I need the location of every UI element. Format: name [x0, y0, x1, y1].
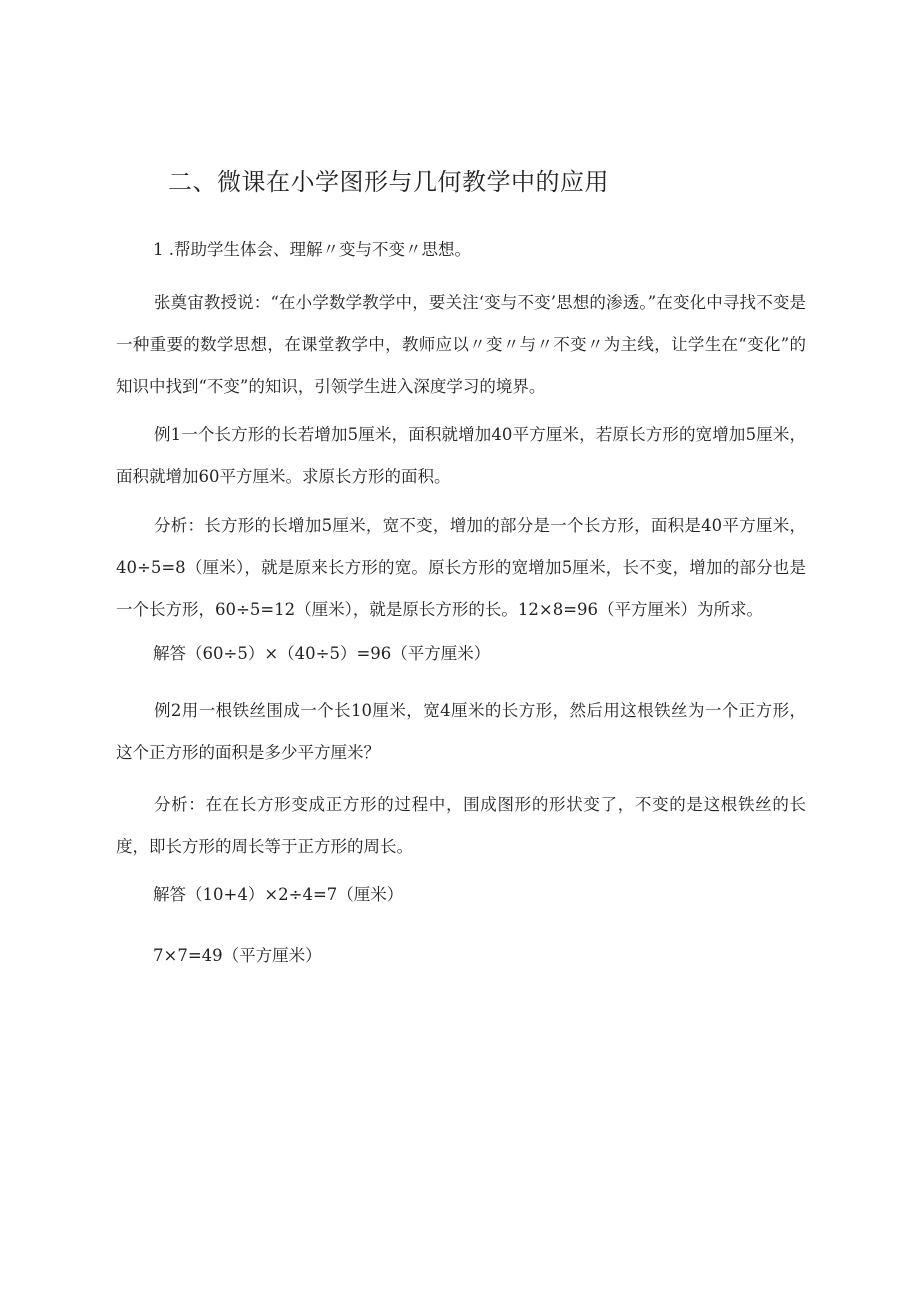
paragraph-analysis-2: 分析：在在长方形变成正方形的过程中，围成图形的形状变了，不变的是这根铁丝的长度，即长方形的周长等于正方形的周长。 [116, 795, 806, 856]
paragraph-answer-2-line-2: 7×7=49（平方厘米） [153, 946, 322, 965]
paragraph-example-1: 例1一个长方形的长若增加5厘米，面积就增加40平方厘米，若原长方形的宽增加5厘米，面积就增加60平方厘米。求原长方形的面积。 [116, 425, 806, 486]
paragraph-answer-1: 解答（60÷5）×（40÷5）=96（平方厘米） [153, 644, 491, 663]
subsection-heading: 1 .帮助学生体会、理解〃变与不变〃思想。 [153, 240, 471, 259]
paragraph-example-2: 例2用一根铁丝围成一个长10厘米，宽4厘米的长方形，然后用这根铁丝为一个正方形，这个正方形的面积是多少平方厘米？ [116, 701, 806, 762]
section-heading: 二、微课在小学图形与几何教学中的应用 [168, 168, 609, 196]
paragraph-answer-2-line-1: 解答（10+4）×2÷4=7（厘米） [153, 885, 404, 904]
paragraph-quote: 张奠宙教授说：“在小学数学教学中，要关注‘变与不变’思想的渗透。”在变化中寻找不变是一种重要的数学思想，在课堂教学中，教师应以〃变〃与〃不变〃为主线，让学生在“变化”的知识中找到“不变”的知识，引领学生进入深度学习的境界。 [116, 293, 806, 396]
paragraph-analysis-1: 分析：长方形的长增加5厘米，宽不变，增加的部分是一个长方形，面积是40平方厘米，40÷5=8（厘米），就是原来长方形的宽。原长方形的宽增加5厘米，长不变，增加的部分也是一个长方形，60÷5=12（厘米），就是原长方形的长。12×8=96（平方厘米）为所求。 [116, 516, 806, 619]
